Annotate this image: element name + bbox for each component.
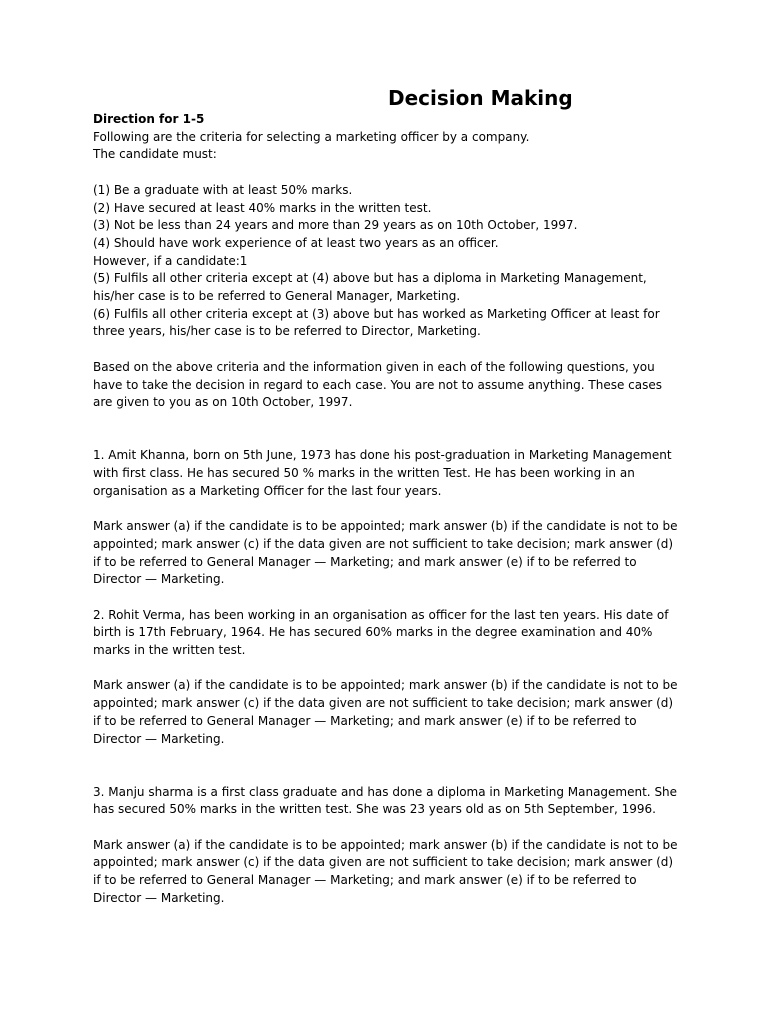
criterion: (3) Not be less than 24 years and more than 29 years as on 10th October, 1997. bbox=[93, 218, 578, 233]
criterion: (1) Be a graduate with at least 50% marks. bbox=[93, 182, 353, 197]
spacer bbox=[93, 341, 683, 359]
intro-line: Following are the criteria for selecting a marketing officer by a company. bbox=[93, 129, 530, 144]
spacer bbox=[93, 748, 683, 783]
spacer bbox=[93, 660, 683, 678]
question-text: 1. Amit Khanna, born on 5th June, 1973 has done his post-graduation in Marketing Management with first class. He has secured 50 % marks in the written Test. He has been working in an organisation as a Marketing Officer for the last four years. bbox=[93, 448, 672, 498]
spacer bbox=[93, 412, 683, 447]
document-body bbox=[93, 111, 683, 908]
spacer bbox=[93, 164, 683, 182]
question-answer-note: Mark answer (a) if the candidate is to be appointed; mark answer (b) if the candidate is not to be appointed; mark answer (c) if the data given are not sufficient to take decision; mark answer (d) if to be referred to General Manager — Marketing; and mark answer (e) if to be referred to Director — Marketing. bbox=[93, 678, 678, 746]
question-text: 2. Rohit Verma, has been working in an organisation as officer for the last ten years. His date of birth is 17th February, 1964. He has secured 60% marks in the degree examination and 40% marks in the written test. bbox=[93, 607, 669, 658]
criterion: (6) Fulfils all other criteria except at (3) above but has worked as Marketing Officer at least for three years, his/her case is to be referred to Director, Marketing. bbox=[93, 306, 660, 339]
criterion: (5) Fulfils all other criteria except at (4) above but has a diploma in Marketing Management, his/her case is to be referred to General Manager, Marketing. bbox=[93, 271, 647, 304]
criterion: (2) Have secured at least 40% marks in the written test. bbox=[93, 200, 432, 215]
criterion: (4) Should have work experience of at least two years as an officer. bbox=[93, 235, 499, 250]
direction-heading: Direction for 1-5 bbox=[93, 112, 205, 126]
question-answer-note: Mark answer (a) if the candidate is to be appointed; mark answer (b) if the candidate is not to be appointed; mark answer (c) if the data given are not sufficient to take decision; mark answer (d) if to be referred to General Manager — Marketing; and mark answer (e) if to be referred to Director — Marketing. bbox=[93, 519, 678, 587]
spacer bbox=[93, 589, 683, 607]
instructions-paragraph: Based on the above criteria and the information given in each of the following questions, you have to take the decision in regard to each case. You are not to assume anything. These cases are given to you as on 10th October, 1997. bbox=[93, 359, 663, 410]
spacer bbox=[93, 500, 683, 518]
criterion: However, if a candidate:1 bbox=[93, 253, 248, 268]
question-text: 3. Manju sharma is a first class graduate and has done a diploma in Marketing Management. She has secured 50% marks in the written test. She was 23 years old as on 5th September, 1996. bbox=[93, 784, 678, 817]
question-answer-note: Mark answer (a) if the candidate is to be appointed; mark answer (b) if the candidate is not to be appointed; mark answer (c) if the data given are not sufficient to take decision; mark answer (d) if to be referred to General Manager — Marketing; and mark answer (e) if to be referred to Director — Marketing. bbox=[93, 837, 678, 905]
intro-line: The candidate must: bbox=[93, 147, 217, 162]
page-title: Decision Making bbox=[388, 86, 573, 110]
spacer bbox=[93, 819, 683, 837]
